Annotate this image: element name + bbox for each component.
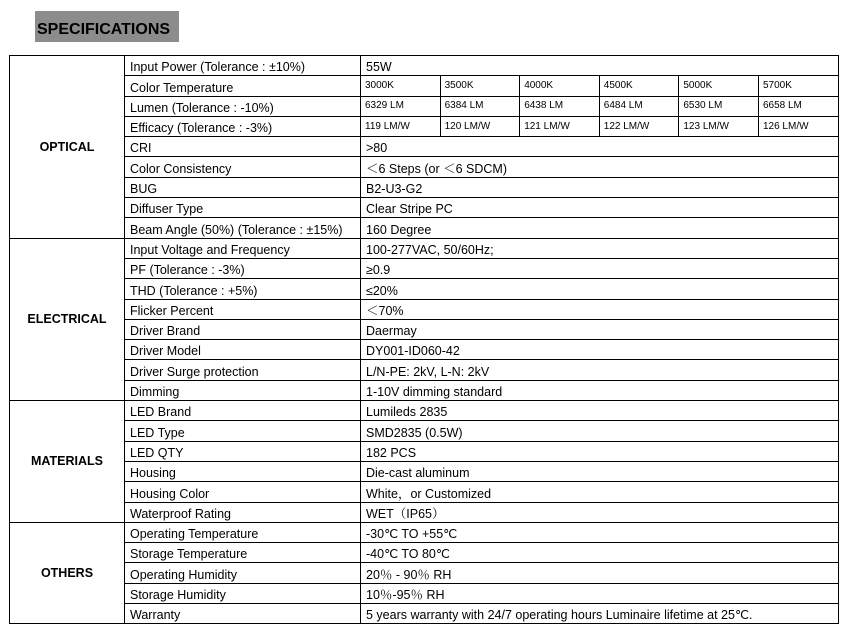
spec-value: L/N-PE: 2kV, L-N: 2kV [361,360,839,380]
spec-label: Color Consistency [125,157,361,177]
table-row [10,441,839,461]
spec-variant-value: 121 LM/W [520,116,600,136]
specifications-table [9,55,839,624]
table-row [10,604,839,624]
spec-value: 100-277VAC, 50/60Hz; [361,238,839,258]
spec-label: Color Temperature [125,76,361,96]
table-row [10,96,839,116]
section-optical: OPTICAL [10,56,125,239]
spec-value: 182 PCS [361,441,839,461]
spec-label: LED Type [125,421,361,441]
spec-label: Lumen (Tolerance : -10%) [125,96,361,116]
spec-value: ＜6 Steps (or ＜6 SDCM) [361,157,839,177]
table-row [10,340,839,360]
section-materials: MATERIALS [10,401,125,523]
table-row [10,380,839,400]
spec-label: Efficacy (Tolerance : -3%) [125,116,361,136]
spec-variant-value: 6438 LM [520,96,600,116]
table-row [10,401,839,421]
spec-value: 5 years warranty with 24/7 operating hours Luminaire lifetime at 25℃. [361,604,839,624]
spec-value: -30℃ TO +55℃ [361,522,839,542]
spec-label: Operating Humidity [125,563,361,583]
table-row [10,502,839,522]
spec-value: 10％-95％ RH [361,583,839,603]
table-row [10,177,839,197]
table-row [10,543,839,563]
table-row [10,279,839,299]
section-electrical: ELECTRICAL [10,238,125,400]
spec-label: CRI [125,137,361,157]
table-row [10,421,839,441]
spec-label: Driver Brand [125,319,361,339]
spec-value: White，or Customized [361,482,839,502]
table-row [10,583,839,603]
spec-label: Operating Temperature [125,522,361,542]
spec-label: Beam Angle (50%) (Tolerance : ±15%) [125,218,361,238]
spec-variant-value: 5700K [758,76,838,96]
spec-label: Driver Model [125,340,361,360]
table-row [10,116,839,136]
spec-variant-value: 120 LM/W [440,116,520,136]
spec-label: PF (Tolerance : -3%) [125,258,361,278]
title-banner [35,11,179,42]
spec-label: Driver Surge protection [125,360,361,380]
spec-variant-value: 123 LM/W [679,116,759,136]
spec-value: Lumileds 2835 [361,401,839,421]
spec-variant-value: 5000K [679,76,759,96]
table-row [10,76,839,96]
spec-value: -40℃ TO 80℃ [361,543,839,563]
spec-variant-value: 126 LM/W [758,116,838,136]
spec-label: Warranty [125,604,361,624]
spec-value: 160 Degree [361,218,839,238]
spec-label: LED QTY [125,441,361,461]
table-row [10,238,839,258]
table-row [10,299,839,319]
spec-value: DY001-ID060-42 [361,340,839,360]
section-others: OTHERS [10,522,125,623]
spec-label: Storage Temperature [125,543,361,563]
spec-value: ≥0.9 [361,258,839,278]
spec-value: ≤20% [361,279,839,299]
spec-label: Housing [125,461,361,481]
table-row [10,461,839,481]
spec-variant-value: 6484 LM [599,96,679,116]
spec-value: 20％ - 90％ RH [361,563,839,583]
spec-variant-value: 6530 LM [679,96,759,116]
spec-variant-value: 4000K [520,76,600,96]
spec-variant-value: 119 LM/W [361,116,441,136]
spec-label: Dimming [125,380,361,400]
table-row [10,218,839,238]
table-row [10,137,839,157]
spec-variant-value: 4500K [599,76,679,96]
spec-value: 55W [361,56,839,76]
spec-value: ＜70% [361,299,839,319]
spec-value: Daermay [361,319,839,339]
table-row [10,522,839,542]
spec-label: Input Power (Tolerance : ±10%) [125,56,361,76]
spec-label: Housing Color [125,482,361,502]
spec-value: Die-cast aluminum [361,461,839,481]
spec-label: Diffuser Type [125,198,361,218]
spec-label: Storage Humidity [125,583,361,603]
page-title: SPECIFICATIONS [37,20,171,38]
spec-value: 1-10V dimming standard [361,380,839,400]
spec-value: SMD2835 (0.5W) [361,421,839,441]
table-row [10,258,839,278]
spec-variant-value: 6329 LM [361,96,441,116]
table-row [10,563,839,583]
spec-label: Input Voltage and Frequency [125,238,361,258]
spec-variant-value: 3500K [440,76,520,96]
spec-label: BUG [125,177,361,197]
table-row [10,482,839,502]
spec-label: LED Brand [125,401,361,421]
spec-variant-value: 3000K [361,76,441,96]
spec-value: >80 [361,137,839,157]
spec-label: Flicker Percent [125,299,361,319]
spec-variant-value: 122 LM/W [599,116,679,136]
spec-value: WET（IP65） [361,502,839,522]
spec-variant-value: 6658 LM [758,96,838,116]
spec-value: Clear Stripe PC [361,198,839,218]
table-row [10,360,839,380]
table-row [10,319,839,339]
spec-label: Waterproof Rating [125,502,361,522]
table-row [10,56,839,76]
spec-label: THD (Tolerance : +5%) [125,279,361,299]
table-row [10,157,839,177]
table-row [10,198,839,218]
spec-variant-value: 6384 LM [440,96,520,116]
spec-value: B2-U3-G2 [361,177,839,197]
